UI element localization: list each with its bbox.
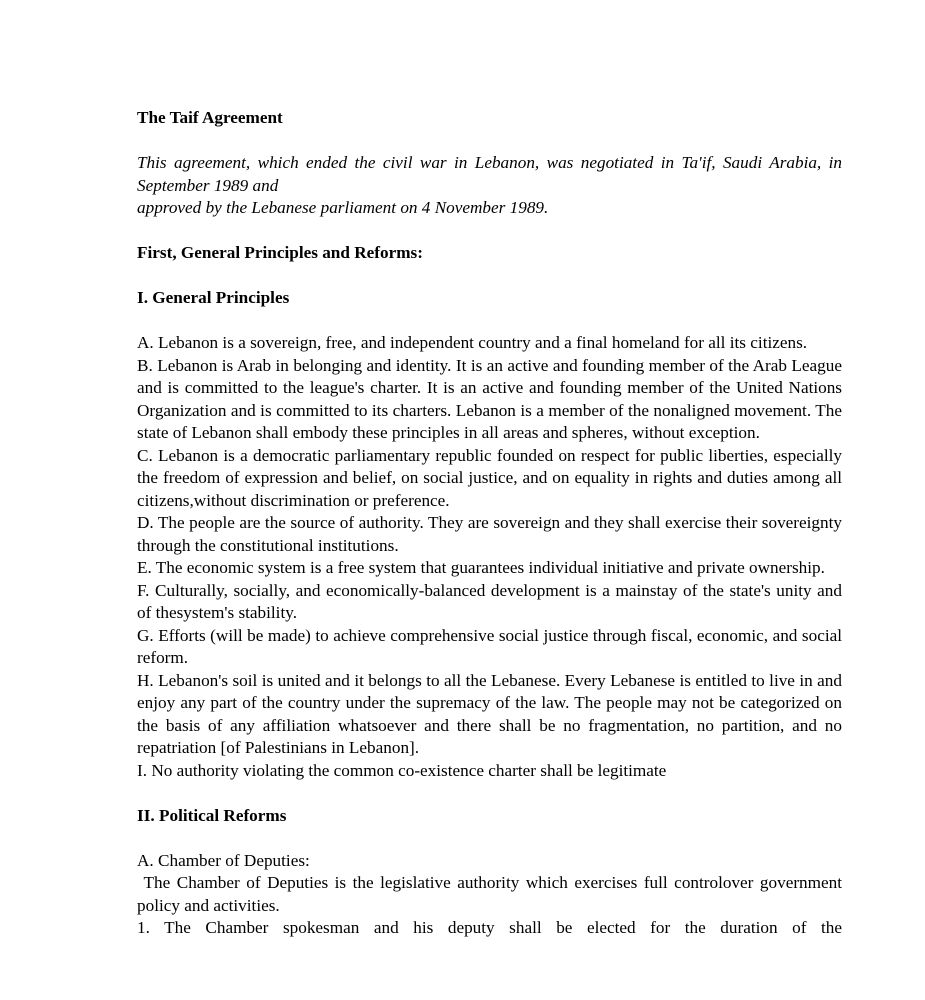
document-body [137,107,847,940]
spacer [137,782,842,805]
intro-line-1: This agreement, which ended the civil war in Lebanon, was negotiated in Ta'if, Saudi Arabia, in September 1989 and [137,153,842,195]
principle-h: H. Lebanon's soil is united and it belongs to all the Lebanese. Every Lebanese is entitled to live in and enjoy any part of the country under the supremacy of the law. The people may not be categorized on the basis of any affiliation whatsoever and there shall be no fragmentation, no partition, and no repatriation [of Palestinians in Lebanon]. [137,670,842,757]
intro-line-2: approved by the Lebanese parliament on 4 November 1989. [137,198,549,217]
reform-item-1: 1. The Chamber spokesman and his deputy shall be elected for the duration of the [137,918,842,937]
principle-c: C. Lebanon is a democratic parliamentary republic founded on respect for public liberties, especially the freedom of expression and belief, on social justice, and on equality in rights and duties among all citizens,without discrimination or preference. [137,445,842,510]
spacer [137,310,842,333]
spacer [137,130,842,153]
principle-b: B. Lebanon is Arab in belonging and identity. It is an active and founding member of the Arab League and is committed to the league's charter. It is an active and founding member of the United Nations Organization and is committed to its charters. Lebanon is a member of the nonaligned movement. The state of Lebanon shall embody these principles in all areas and spheres, without exception. [137,355,842,442]
section-title: First, General Principles and Reforms: [137,243,423,262]
chamber-of-deputies-text: The Chamber of Deputies is the legislative authority which exercises full controlover government policy and activities. [137,873,847,915]
principle-a: A. Lebanon is a sovereign, free, and independent country and a final homeland for all its citizens. [137,333,808,352]
principle-f: F. Culturally, socially, and economically-balanced development is a mainstay of the state's unity and of thesystem's stability. [137,580,842,622]
document-title: The Taif Agreement [137,108,283,127]
principle-g: G. Efforts (will be made) to achieve comprehensive social justice through fiscal, economic, and social reform. [137,625,842,667]
general-principles-heading: I. General Principles [137,288,290,307]
chamber-of-deputies-subheading: A. Chamber of Deputies: [137,850,310,870]
principle-d: D. The people are the source of authority. They are sovereign and they shall exercise their sovereignty through the constitutional institutions. [137,513,842,555]
political-reforms-heading: II. Political Reforms [137,805,287,825]
spacer [137,265,842,288]
spacer [137,220,842,243]
spacer [137,827,842,850]
principle-e: E. The economic system is a free system that guarantees individual initiative and private ownership. [137,558,825,577]
principle-i: I. No authority violating the common co-existence charter shall be legitimate [137,760,667,780]
